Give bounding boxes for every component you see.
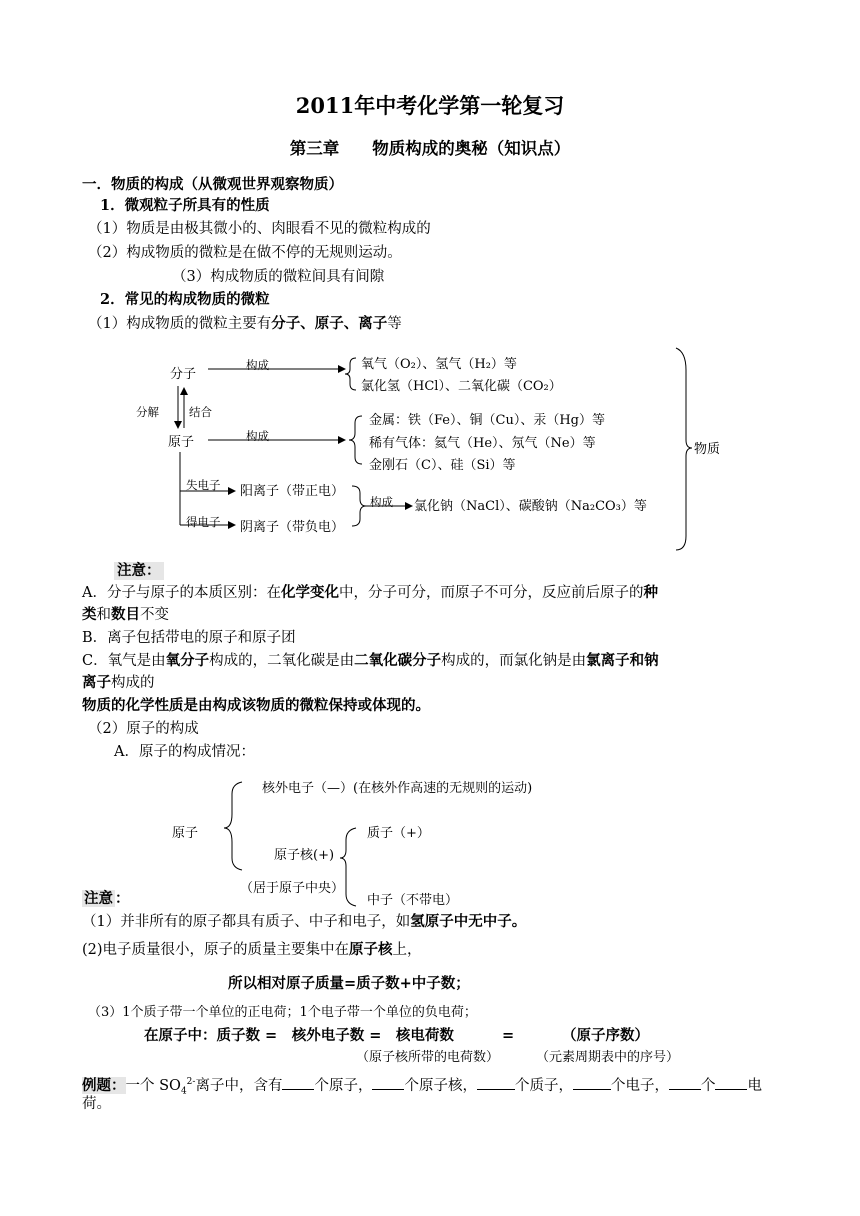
notice1-summary: 物质的化学性质是由构成该物质的微粒保持或体现的。: [82, 697, 430, 714]
decompose-label: 分解: [136, 405, 159, 419]
electron-label: 核外电子（—）(在核外作高速的无规则的运动): [262, 781, 533, 796]
nucleus-note: （居于原子中央）: [240, 881, 345, 896]
blank-6[interactable]: [715, 1075, 747, 1090]
nucleus-label: 原子核(+): [274, 848, 335, 863]
brace-substance: [676, 348, 692, 550]
sub1-heading: 1．微观粒子所具有的性质: [100, 197, 270, 214]
atom-equation-eq: =: [502, 1027, 515, 1044]
lose-electron-label: 失电子: [186, 478, 221, 492]
notice2-item2: (2)电子质量很小，原子的质量主要集中在原子核上，: [82, 941, 422, 958]
blank-4[interactable]: [573, 1075, 611, 1090]
notice2-formula: 所以相对原子质量=质子数+中子数；: [228, 975, 470, 992]
neutron-label: 中子（不带电）: [367, 893, 459, 908]
atom-example-1: 金属：铁（Fe）、铜（Cu）、汞（Hg）等: [369, 413, 605, 428]
sub1-item-1: （1）物质是由极其微小的、肉眼看不见的微粒构成的: [88, 221, 431, 237]
section2-heading: （2）原子的构成: [88, 721, 199, 737]
section1-heading: 一．物质的构成（从微观世界观察物质）: [82, 176, 343, 193]
notice1-B: B．离子包括带电的原子和原子团: [82, 630, 296, 646]
brace-atom-examples: [349, 416, 362, 464]
cation-node: 阳离子（带正电）: [240, 484, 345, 499]
substance-node: 物质: [694, 442, 721, 457]
molecule-example-2: 氯化氢（HCl）、二氧化碳（CO₂）: [361, 379, 562, 394]
molecule-node: 分子: [170, 367, 197, 382]
molecule-example-1: 氧气（O₂）、氢气（H₂）等: [361, 357, 517, 372]
compose-label-2: 构成: [246, 429, 269, 443]
notice2-item3: （3）1个质子带一个单位的正电荷；1个电子带一个单位的负电荷；: [88, 1005, 477, 1020]
combine-label: 结合: [189, 405, 212, 419]
atom-example-2: 稀有气体：氦气（He）、氖气（Ne）等: [369, 436, 596, 451]
anion-node: 阴离子（带负电）: [240, 520, 345, 535]
page-title: 2011年中考化学第一轮复习: [295, 93, 565, 118]
proton-label: 质子（+）: [367, 826, 430, 841]
sub1-item-3: （3）构成物质的微粒间具有间隙: [172, 269, 385, 285]
sub1-item-2: （2）构成物质的微粒是在做不停的无规则运动。: [88, 245, 402, 261]
atom-equation-seq: （原子序数）: [562, 1027, 649, 1044]
notice2-item1: （1）并非所有的原子都具有质子、中子和电子，如氢原子中无中子。: [82, 913, 527, 930]
example-question-cont: 荷。: [82, 1096, 111, 1112]
chapter-subtitle: 第三章 物质构成的奥秘（知识点）: [289, 139, 571, 158]
notice1-C-cont: 离子构成的: [82, 674, 155, 691]
notice1-A: A．分子与原子的本质区别：在化学变化中，分子可分，而原子不可分，反应前后原子的种: [82, 584, 658, 601]
notice2-label: 注意 ：: [84, 890, 130, 907]
notice1-label: 注意：: [114, 562, 164, 580]
atom-node: 原子: [168, 435, 195, 450]
atom-structure-node: 原子: [172, 826, 199, 841]
example-question: 例题：一个 $SO_4^{2-}$离子中，含有 个原子， 个原子核， 个质子， 个电子， 个 电: [82, 1076, 762, 1097]
equation-note-2: （元素周期表中的序号）: [536, 1050, 680, 1065]
brace-atom-structure: [224, 782, 242, 870]
brace-ions: [352, 486, 366, 526]
blank-3[interactable]: [477, 1075, 515, 1090]
blank-5[interactable]: [669, 1075, 701, 1090]
compose-label-1: 构成: [246, 358, 269, 372]
compose-label-3: 构成: [370, 495, 393, 509]
notice1-A-cont: 类和数目不变: [82, 606, 169, 623]
section2-subheading: A．原子的构成情况：: [114, 744, 255, 760]
sub2-item-1: （1）构成物质的微粒主要有分子、原子、离子等: [88, 315, 402, 332]
atom-equation: 在原子中：质子数 = 核外电子数 = 核电荷数: [144, 1027, 454, 1044]
ion-example: 氯化钠（NaCl）、碳酸钠（Na₂CO₃）等: [414, 499, 647, 514]
equation-note-1: （原子核所带的电荷数）: [356, 1050, 500, 1065]
sub2-heading: 2．常见的构成物质的微粒: [100, 291, 270, 308]
brace-molecule-examples: [345, 358, 356, 390]
blank-1[interactable]: [282, 1075, 314, 1090]
gain-electron-label: 得电子: [186, 515, 221, 529]
atom-example-3: 金刚石（C）、硅（Si）等: [369, 458, 516, 473]
blank-2[interactable]: [372, 1075, 404, 1090]
notice1-C: C．氧气是由氧分子构成的，二氧化碳是由二氧化碳分子构成的，而氯化钠是由氯离子和钠: [82, 652, 659, 669]
